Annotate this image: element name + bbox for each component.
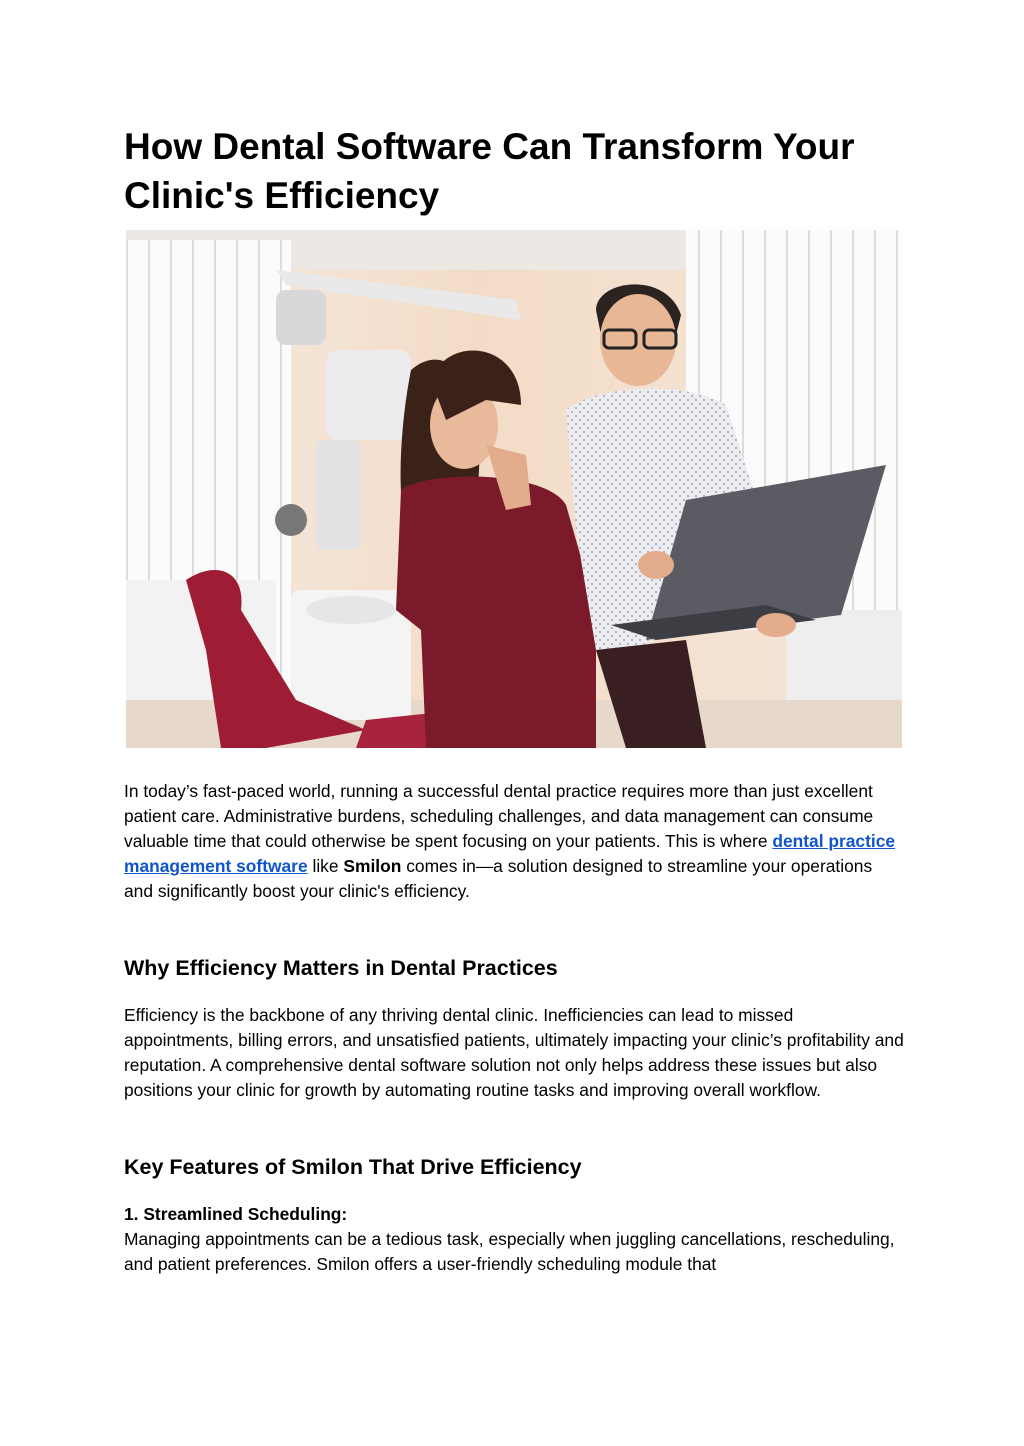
hero-image (126, 230, 902, 748)
dental-clinic-photo (126, 230, 902, 748)
section-body-why-efficiency: Efficiency is the backbone of any thriving dental clinic. Inefficiencies can lead to missed appointments, billing errors, and unsatisfied patients, ultimately impacting your clinic’s profitability and reputation. A comprehensive dental software solution not only helps address these issues but also positions your clinic for growth by automating routine tasks and improving overall workflow. (124, 1005, 904, 1100)
intro-paragraph: In today’s fast-paced world, running a successful dental practice requires more than just excellent patient care. Administrative burdens, scheduling challenges, and data management can consume valuable time that could otherwise be spent focusing on your patients. This is where dental practice management software like Smilon comes in—a solution designed to streamline your operations and significantly boost your clinic's efficiency. (124, 781, 896, 901)
article-title: How Dental Software Can Transform Your Clinic's Efficiency (124, 126, 855, 216)
feature-heading-scheduling: 1. Streamlined Scheduling: (124, 1204, 348, 1224)
dental-software-link[interactable]: dental practice management software (124, 831, 896, 876)
brand-name: Smilon (343, 856, 402, 876)
section-heading-why-efficiency: Why Efficiency Matters in Dental Practices (124, 956, 558, 980)
section-heading-key-features: Key Features of Smilon That Drive Efficiency (124, 1155, 582, 1179)
feature-body-scheduling: Managing appointments can be a tedious task, especially when juggling cancellations, rescheduling, and patient preferences. Smilon offers a user-friendly scheduling module that (124, 1229, 895, 1274)
